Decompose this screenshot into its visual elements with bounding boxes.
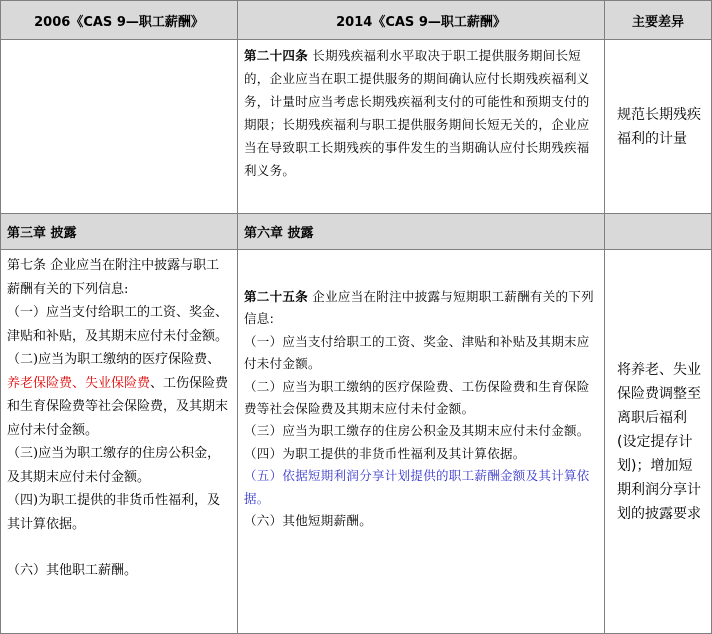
header-col-2006: 2006《CAS 9—职工薪酬》 — [0, 0, 238, 40]
art24-body: 长期残疾福利水平取决于职工提供服务期间长短的，企业应当在职工提供服务的期间确认应付长期残疾福利义务，计量时应当考虑长期残疾福利支付的可能性和预期支付的期限；长期残疾福利与职工提供服务期间长短无关的，企业应当在导致职工长期残疾的事件发生的当期确认应付长期残疾福利义务。 — [244, 48, 590, 178]
art24-new-cell — [238, 40, 605, 214]
disclosure-difference: 将养老、失业保险费调整至离职后福利(设定提存计划)；增加短期利润分享计划的披露要求 — [605, 250, 712, 634]
new-intro-text: 企业应当在附注中披露与短期职工薪酬有关的下列信息: — [244, 289, 594, 327]
old-item6: （六）其他职工薪酬。 — [7, 563, 138, 578]
new-item4: （四）为职工提供的非货币性福利及其计算依据。 — [244, 445, 526, 461]
new-item3: （三）应当为职工缴存的住房公积金及其期末应付未付金额。 — [244, 423, 590, 439]
old-intro: 第七条 企业应当在附注中披露与职工薪酬有关的下列信息: — [7, 258, 220, 297]
old-item2 — [7, 348, 231, 442]
new-intro — [244, 286, 598, 331]
disclosure-old-cell — [0, 250, 238, 634]
new-item6: （六）其他短期薪酬。 — [244, 513, 373, 529]
old-item2-highlight: 养老保险费、失业保险费 — [7, 375, 151, 391]
disclosure-new-cell — [238, 250, 605, 634]
old-item1: （一）应当支付给职工的工资、奖金、津贴和补贴，及其期末应付未付金额。 — [7, 305, 229, 344]
old-item3: （三)应当为职工缴存的住房公积金，及其期末应付未付金额。 — [7, 446, 221, 485]
new-title: 第二十五条 — [244, 289, 309, 304]
art24-difference: 规范长期残疾福利的计量 — [605, 40, 712, 214]
old-item2-post: 、工伤保险费和生育保险费等社会保险费，及其期末应付未付金额。 — [7, 375, 229, 438]
old-item2-pre: （二)应当为职工缴纳的医疗保险费、 — [7, 352, 221, 367]
art24-text — [244, 44, 598, 182]
section-diff — [605, 214, 712, 250]
art24-title: 第二十四条 — [244, 48, 309, 63]
new-item2: （二）应当为职工缴纳的医疗保险费、工伤保险费和生育保险费等社会保险费及其期末应付未付金额。 — [244, 378, 590, 417]
section-new: 第六章 披露 — [238, 214, 605, 250]
old-item4: （四)为职工提供的非货币性福利，及其计算依据。 — [7, 493, 221, 532]
header-col-differences: 主要差异 — [605, 0, 712, 40]
new-item5: （五）依据短期利润分享计划提供的职工薪酬金额及其计算依据。 — [244, 468, 590, 506]
header-col-2014: 2014《CAS 9—职工薪酬》 — [238, 0, 605, 40]
art24-old-cell — [0, 40, 238, 214]
section-old: 第三章 披露 — [0, 214, 238, 250]
new-item1: （一）应当支付给职工的工资、奖金、津贴和补贴及其期末应付未付金额。 — [244, 333, 590, 372]
